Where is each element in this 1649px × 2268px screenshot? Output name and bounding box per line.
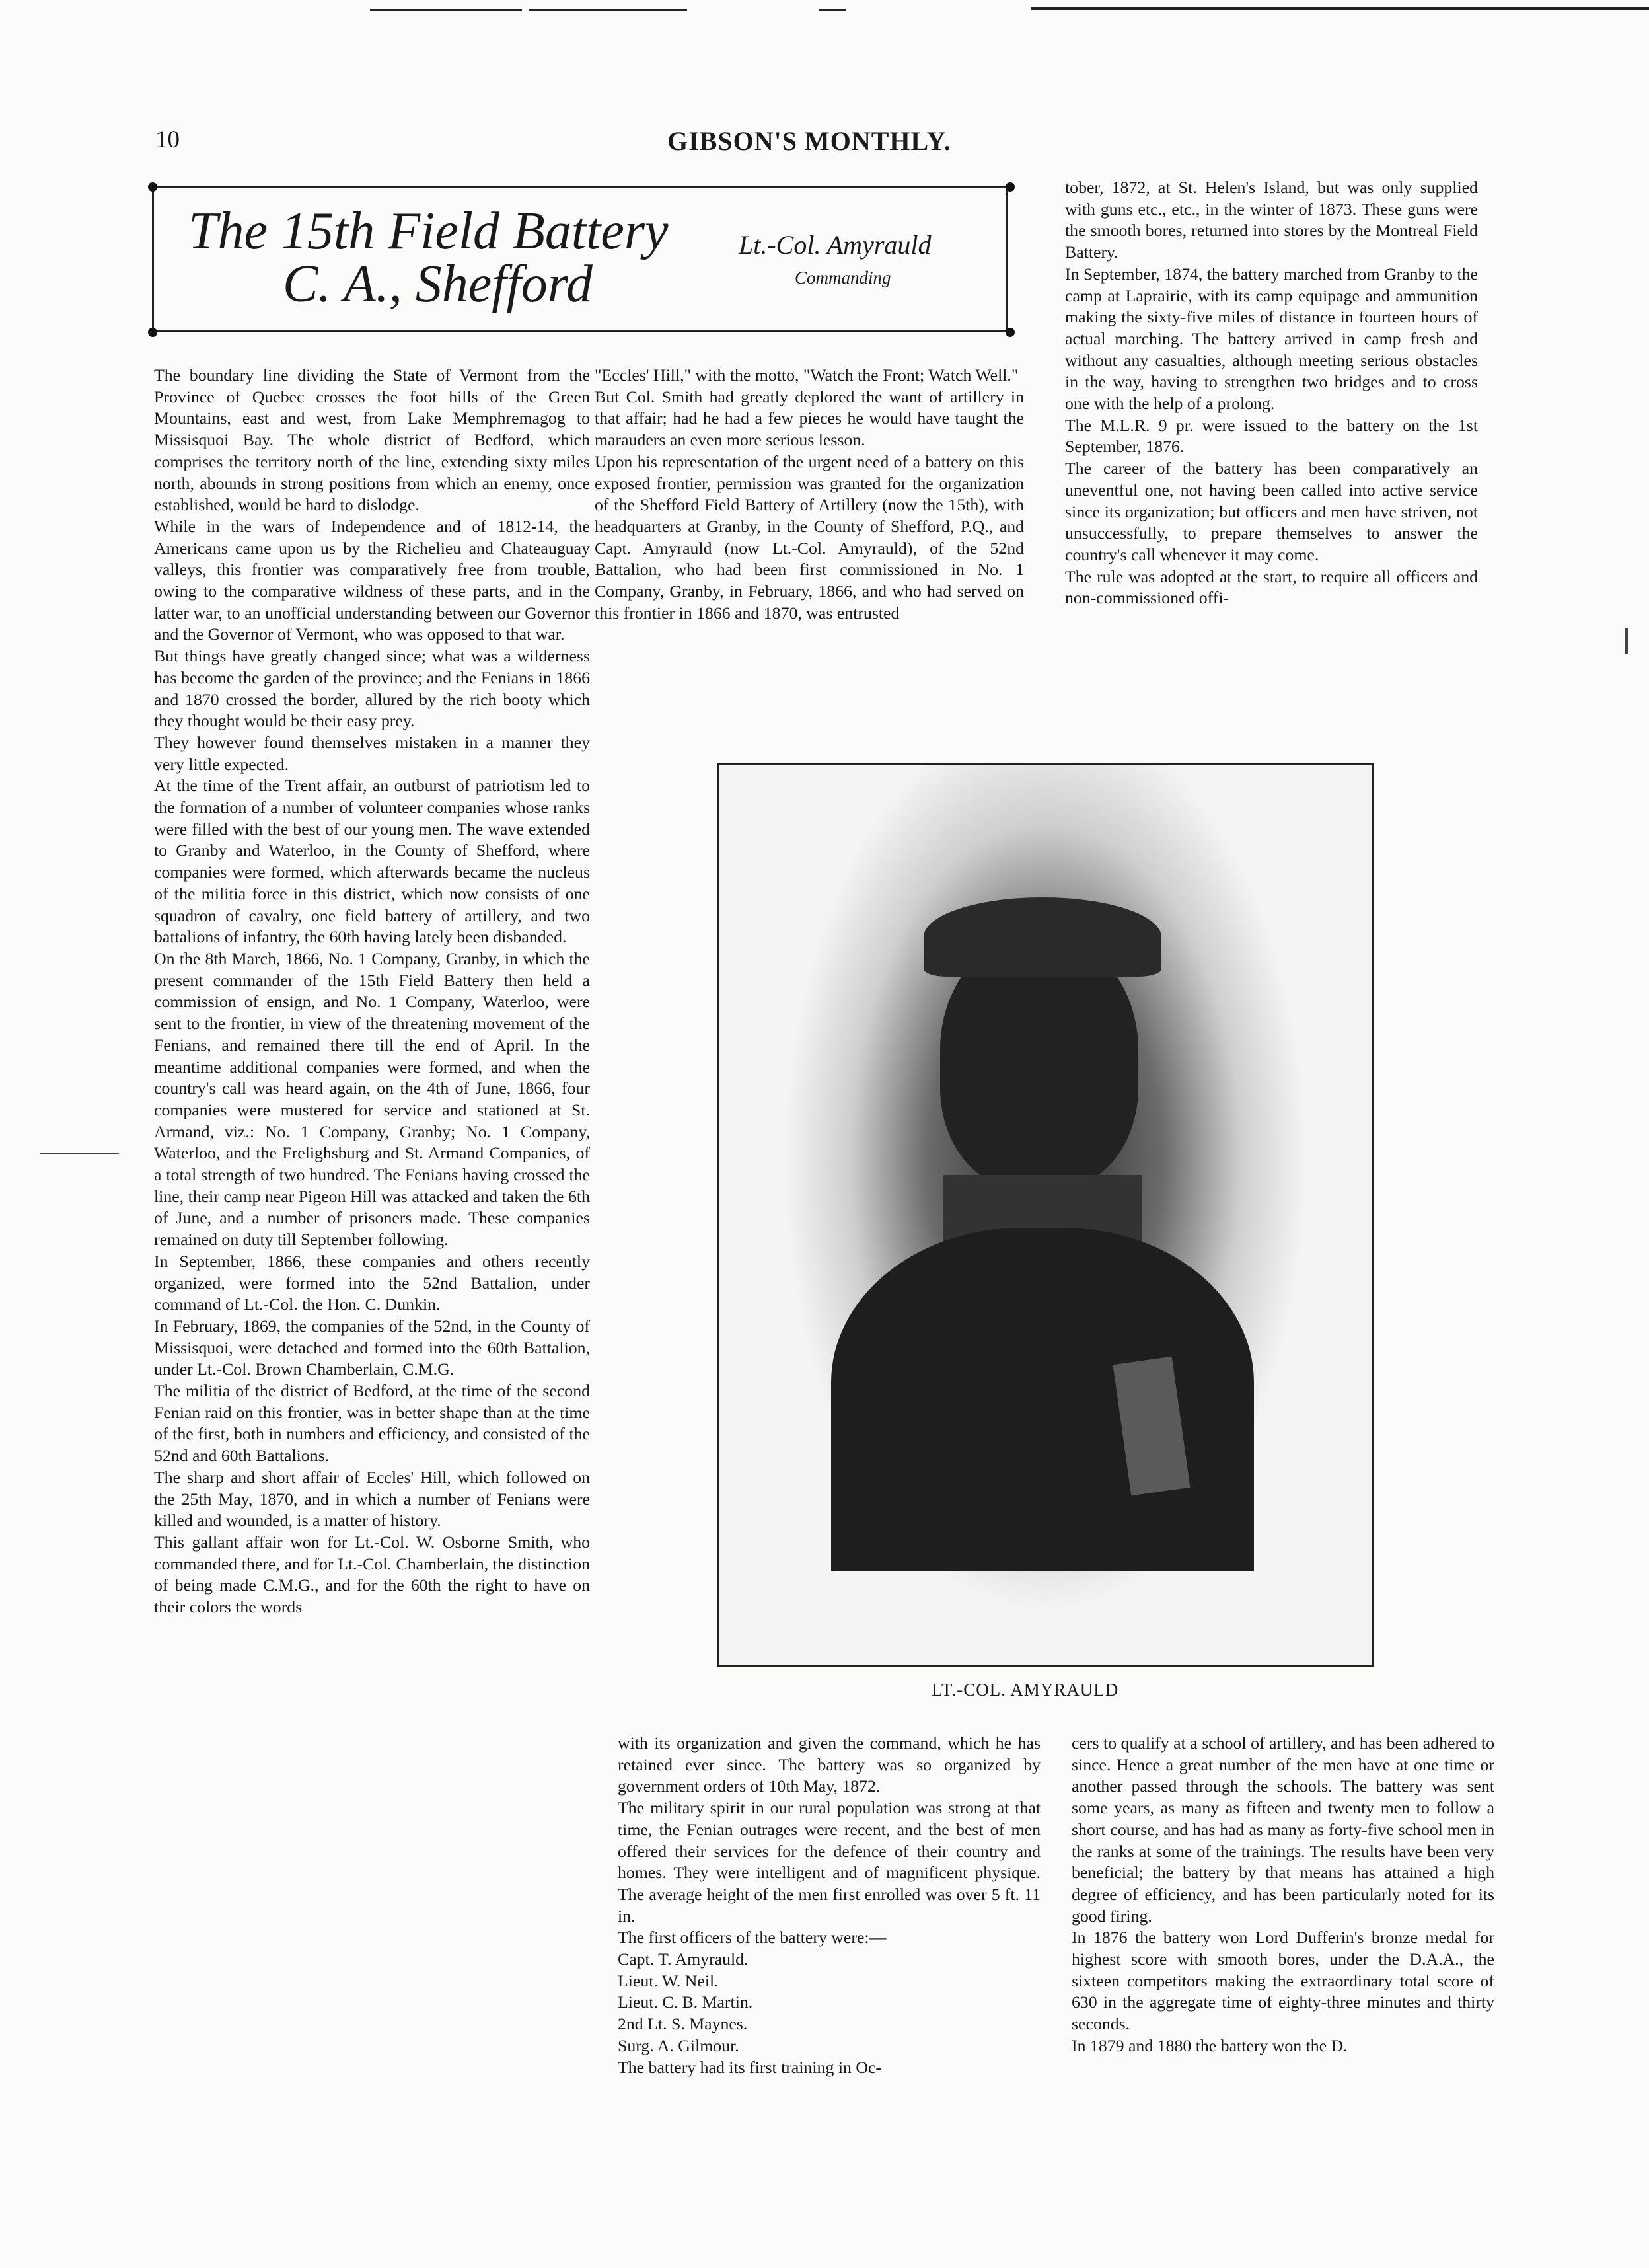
article-title-box bbox=[152, 186, 1008, 332]
article-title-line1: The 15th Field Battery bbox=[188, 202, 669, 260]
article-column-2-top: "Eccles' Hill," with the motto, "Watch the Front; Watch Well." But Col. Smith had greatly deplored the want of artillery in that affair; had he had a few pieces he would have taught the marauders an even more serious lesson. Upon his representation of the urgent need of a battery on this exposed frontier, permission was granted for the organization of the Shefford Field Battery of Artillery (now the 15th), with headquarters at Granby, in the County of Shefford, P.Q., and Capt. Amyrauld (now Lt.-Col. Amyrauld), of the 52nd Battalion, who had been first commissioned in No. 1 Company, Granby, in February, 1866, and who had served on this frontier in 1866 and 1870, was entrusted bbox=[595, 365, 1024, 623]
article-column-2-bottom: with its organization and given the command, which he has retained ever since. The battery was so organized by government orders of 10th May, 1872. The military spirit in our rural population was strong at that time, the Fenian outrages were recent, and the best of men offered their services for the defence of their country and homes. They were intelligent and of magnificent physique. The average height of the men first enrolled was over 5 ft. 11 in. The first officers of the battery were:— Capt. T. Amyrauld. Lieut. W. Neil. Lieut. C. B. Martin. 2nd Lt. S. Maynes. Surg. A. Gilmour. The battery had its first training in Oc- bbox=[618, 1733, 1041, 2077]
margin-mark bbox=[40, 1153, 119, 1154]
ornament-dot bbox=[148, 328, 157, 337]
scan-artifact-line bbox=[529, 9, 687, 11]
portrait-shoulders bbox=[831, 1228, 1254, 1571]
article-column-3-top: tober, 1872, at St. Helen's Island, but was only supplied with guns etc., etc., in the winter of 1873. These guns were the smooth bores, returned into stores by the Montreal Field Battery. In September, 1874, the battery marched from Granby to the camp at Laprairie, with its camp equipage and ammunition making the sixty-five miles of distance in fourteen hours of actual marching. The battery arrived in camp fresh and without any casualties, although meeting serious obstacles in the way, having to strengthen two bridges and to cross one with the help of a prolong. The M.L.R. 9 pr. were issued to the battery on the 1st September, 1876. The career of the battery has been comparatively an uneventful one, not having been called into active service since its organization; but officers and men have striven, not unsuccessfully, to prepare themselves to answer the country's call whenever it may come. The rule was adopted at the start, to require all officers and non-commissioned offi- bbox=[1065, 178, 1478, 608]
ornament-dot bbox=[1006, 182, 1015, 192]
article-title-line2: C. A., Shefford bbox=[283, 255, 593, 313]
article-author: Lt.-Col. Amyrauld bbox=[739, 230, 932, 260]
article-column-3-bottom: cers to qualify at a school of artillery, and has been adhered to since. Hence a great number of the men have at one time or another passed through the schools. The battery was sent some years, as many as fifteen and twenty men to follow a short course, and has had as many as forty-five school men in the ranks at some of the trainings. The results have been very beneficial; the battery by that means has attained a high degree of efficiency, and has been particularly noted for its good firing. In 1876 the battery won Lord Dufferin's bronze medal for highest score with smooth bores, under the D.A.A., the sixteen competitors making the extraordinary total score of 630 in the aggregate time of eighty-three minutes and thirty seconds. In 1879 and 1880 the battery won the D. bbox=[1072, 1733, 1494, 2055]
scan-artifact-line bbox=[370, 9, 522, 11]
page-number: 10 bbox=[155, 126, 180, 153]
ornament-dot bbox=[1006, 328, 1015, 337]
photo-caption: LT.-COL. AMYRAULD bbox=[932, 1680, 1119, 1700]
portrait-photo bbox=[717, 763, 1374, 1667]
scan-artifact-line bbox=[1031, 7, 1649, 10]
margin-mark bbox=[1625, 628, 1628, 654]
article-column-1: The boundary line dividing the State of Vermont from the Province of Quebec crosses the foot hills of the Green Mountains, east and west, from Lake Memphremagog to Missisquoi Bay. The whole district of Bedford, which comprises the territory north of the line, extending sixty miles north, abounds in strong positions from which an enemy, once established, would be hard to dislodge. While in the wars of Independence and of 1812-14, the Americans came upon us by the Richelieu and Chateauguay valleys, this frontier was comparatively free from trouble, owing to the comparative wildness of these parts, and in the latter war, to an unofficial understanding between our Governor and the Governor of Vermont, who was opposed to that war. But things have greatly changed since; what was a wilderness has become the garden of the province; and the Fenians in 1866 and 1870 crossed the border, allured by the rich booty which they thought would be their easy prey. They however found themselves mistaken in a manner they very little expected. At the time of the Trent affair, an outburst of patriotism led to the formation of a number of volunteer companies whose ranks were filled with the best of our young men. The wave extended to Granby and Waterloo, in the County of Shefford, where companies were formed, which afterwards became the nucleus of the militia force in this district, which now consists of one squadron of cavalry, one field battery of artillery, and two battalions of infantry, the 60th having lately been disbanded. On the 8th March, 1866, No. 1 Company, Granby, in which the present commander of the 15th Field Battery then held a commission of ensign, and No. 1 Company, Waterloo, were sent to the frontier, in view of the threatening movement of the Fenians, and remained there till the end of April. In the meantime additional companies were formed, and when the country's call was heard again, on the 4th of June, 1866, four companies were mustered for service and stationed at St. Armand, viz.: No. 1 Company, Granby; No. 1 Company, Waterloo, and the Frelighsburg and St. Armand Companies, of a total strength of two hundred. The Fenians having crossed the line, their camp near Pigeon Hill was attacked and taken the 6th of June, and a number of prisoners made. These companies remained on duty till September following. In September, 1866, these companies and others recently organized, were formed into the 52nd Battalion, under command of Lt.-Col. the Hon. C. Dunkin. In February, 1869, the companies of the 52nd, in the County of Missisquoi, were detached and formed into the 60th Battalion, under Lt.-Col. Brown Chamberlain, C.M.G. The militia of the district of Bedford, at the time of the second Fenian raid on this frontier, was in better shape than at the time of the first, both in numbers and efficiency, and consisted of the 52nd and 60th Battalions. The sharp and short affair of Eccles' Hill, which followed on the 25th May, 1870, and in which a number of Fenians were killed and wounded, is a matter of history. This gallant affair won for Lt.-Col. W. Osborne Smith, who commanded there, and for Lt.-Col. Chamberlain, the distinction of being made C.M.G., and for the 60th the right to have on their colors the words bbox=[154, 365, 590, 1617]
portrait-cap bbox=[924, 897, 1161, 977]
ornament-dot bbox=[148, 182, 157, 192]
scan-artifact-line bbox=[819, 9, 846, 11]
magazine-title: GIBSON'S MONTHLY. bbox=[667, 126, 951, 156]
author-role: Commanding bbox=[795, 268, 891, 287]
